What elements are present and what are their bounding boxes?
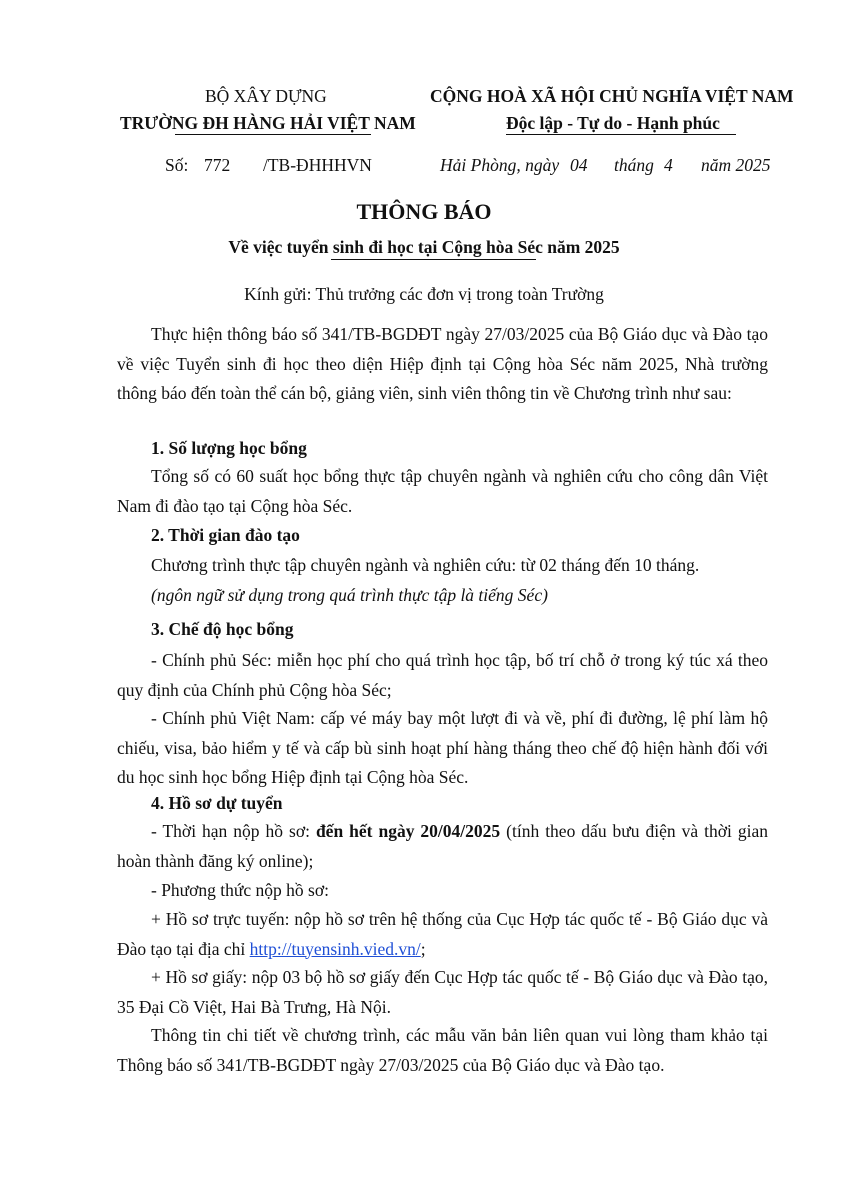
paper-submission-paragraph: + Hồ sơ giấy: nộp 03 bộ hồ sơ giấy đến Cục Hợp tác quốc tế - Bộ Giáo dục và Đào tạo, 35 Đại Cồ Việt, Hai Bà Trưng, Hà Nội. [117, 967, 768, 1017]
section-3-heading: 3. Chế độ học bổng [151, 619, 294, 639]
deadline-date: đến hết ngày 20/04/2025 [315, 821, 501, 841]
national-motto: Độc lập - Tự do - Hạnh phúc [506, 113, 720, 133]
section-2-text: Chương trình thực tập chuyên ngành và nghiên cứu: từ 02 tháng đến 10 tháng. [151, 555, 700, 575]
subtitle-underline [331, 259, 536, 260]
country-name: CỘNG HOÀ XÃ HỘI CHỦ NGHĨA VIỆT NAM [430, 86, 794, 106]
motto-underline [506, 134, 736, 135]
document-code: /TB-ĐHHHVN [263, 155, 372, 175]
document-subtitle: Về việc tuyển sinh đi học tại Cộng hòa Séc năm 2025 [228, 237, 620, 257]
deadline-prefix: - Thời hạn nộp hồ sơ: [151, 821, 316, 841]
so-label: Số: [165, 155, 189, 175]
city-date-prefix: Hải Phòng, ngày [440, 155, 560, 175]
section-1-text: Tổng số có 60 suất học bổng thực tập chuyên ngành và nghiên cứu cho công dân Việt Nam đi đào tạo tại Cộng hòa Séc. [117, 466, 768, 516]
intro-paragraph: Thực hiện thông báo số 341/TB-BGDĐT ngày 27/03/2025 của Bộ Giáo dục và Đào tạo về việc Tuyển sinh đi học theo diện Hiệp định tại Cộng hòa Séc năm 2025, Nhà trường thông báo đến toàn thể cán bộ, giảng viên, sinh viên thông tin về Chương trình như sau: [117, 324, 768, 404]
document-number: 772 [204, 155, 231, 175]
university-underline [175, 134, 371, 135]
online-submission-paragraph [117, 905, 768, 964]
online-suffix: ; [420, 938, 426, 959]
university-name: TRƯỜNG ĐH HÀNG HẢI VIỆT NAM [120, 113, 416, 133]
section-4-heading: 4. Hồ sơ dự tuyển [151, 793, 283, 813]
date-day: 04 [570, 155, 588, 175]
month-label: tháng [614, 155, 654, 175]
section-2-note: (ngôn ngữ sử dụng trong quá trình thực tập là tiếng Séc) [151, 585, 548, 605]
year-label: năm 2025 [701, 155, 771, 175]
document-title: THÔNG BÁO [356, 199, 492, 224]
deadline-paragraph [117, 817, 768, 876]
online-prefix: + Hồ sơ trực tuyến: nộp hồ sơ trên hệ thống của Cục Hợp tác quốc tế - Bộ Giáo dục và Đào tạo tại địa chỉ [117, 909, 768, 959]
deadline-suffix: (tính theo dấu bưu điện và thời gian hoàn thành đăng ký online); [117, 821, 768, 871]
section-1-heading: 1. Số lượng học bổng [151, 438, 307, 458]
section-3-paragraph-1: - Chính phủ Séc: miễn học phí cho quá trình học tập, bố trí chỗ ở trong ký túc xá theo quy định của Chính phủ Cộng hòa Séc; [117, 650, 768, 700]
ministry-name: BỘ XÂY DỰNG [205, 86, 327, 106]
closing-paragraph: Thông tin chi tiết về chương trình, các mẫu văn bản liên quan vui lòng tham khảo tại Thông báo số 341/TB-BGDĐT ngày 27/03/2025 của Bộ Giáo dục và Đào tạo. [117, 1025, 768, 1075]
section-2-heading: 2. Thời gian đào tạo [151, 525, 300, 545]
section-3-paragraph-2: - Chính phủ Việt Nam: cấp vé máy bay một lượt đi và về, phí đi đường, lệ phí làm hộ chiếu, visa, bảo hiểm y tế và cấp bù sinh hoạt phí hàng tháng theo chế độ hiện hành đối với du học sinh học bổng Hiệp định tại Cộng hòa Séc. [117, 708, 768, 788]
method-label: - Phương thức nộp hồ sơ: [151, 880, 329, 900]
date-month: 4 [664, 155, 673, 175]
registration-link[interactable]: http://tuyensinh.vied.vn/ [249, 938, 421, 959]
recipient: Kính gửi: Thủ trưởng các đơn vị trong toàn Trường [244, 284, 604, 304]
